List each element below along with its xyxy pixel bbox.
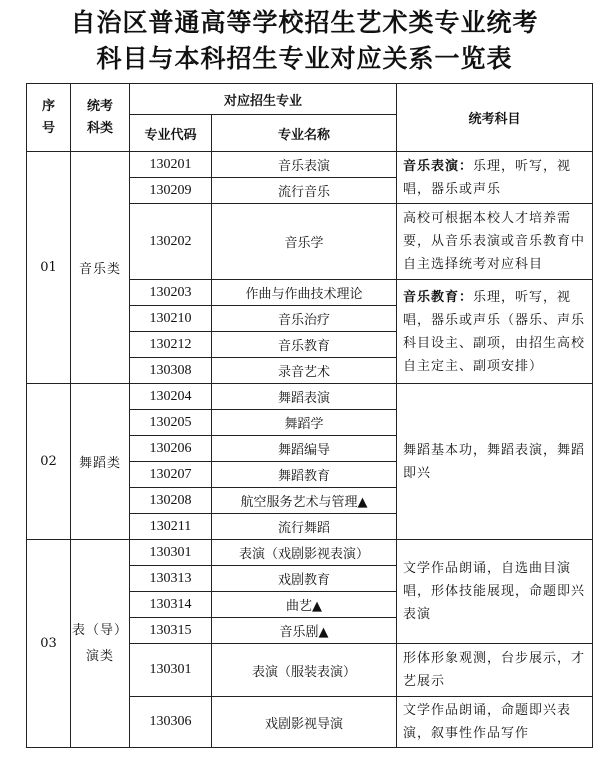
table-row — [27, 384, 593, 410]
subjects-cell: 文学作品朗诵，自选曲目演唱，形体技能展现，命题即兴表演 — [397, 540, 593, 644]
header-category: 统考 科类 — [71, 84, 130, 152]
subjects-cell: 舞蹈基本功，舞蹈表演，舞蹈即兴 — [397, 384, 593, 540]
major-code: 130204 — [130, 384, 212, 410]
major-name: 流行音乐 — [212, 178, 397, 204]
major-code: 130201 — [130, 152, 212, 178]
seq-cell: 02 — [27, 384, 71, 540]
major-name: 作曲与作曲技术理论 — [212, 280, 397, 306]
major-name: 戏剧影视导演 — [212, 697, 397, 748]
major-code: 130207 — [130, 462, 212, 488]
major-code: 130306 — [130, 697, 212, 748]
major-code: 130211 — [130, 514, 212, 540]
major-name: 音乐学 — [212, 204, 397, 280]
table-row — [27, 540, 593, 566]
major-name: 表演（戏剧影视表演） — [212, 540, 397, 566]
category-cell: 表（导） 演类 — [71, 540, 130, 748]
major-code: 130301 — [130, 644, 212, 697]
major-code: 130308 — [130, 358, 212, 384]
subjects-cell: 音乐表演：乐理，听写，视唱，器乐或声乐 — [397, 152, 593, 204]
header-code: 专业代码 — [130, 115, 212, 152]
major-name: 表演（服装表演） — [212, 644, 397, 697]
subjects-cell: 高校可根据本校人才培养需要，从音乐表演或音乐教育中自主选择统考对应科目 — [397, 204, 593, 280]
header-subjects: 统考科目 — [397, 84, 593, 152]
major-code: 130301 — [130, 540, 212, 566]
major-name: 舞蹈教育 — [212, 462, 397, 488]
major-name: 戏剧教育 — [212, 566, 397, 592]
header-row — [27, 84, 593, 115]
major-name: 舞蹈编导 — [212, 436, 397, 462]
doc-title-line2: 科目与本科招生专业对应关系一览表 — [96, 44, 513, 73]
header-name: 专业名称 — [212, 115, 397, 152]
major-name: 航空服务艺术与管理▲ — [212, 488, 397, 514]
major-name: 舞蹈学 — [212, 410, 397, 436]
major-code: 130206 — [130, 436, 212, 462]
major-code: 130314 — [130, 592, 212, 618]
major-name: 舞蹈表演 — [212, 384, 397, 410]
major-code: 130210 — [130, 306, 212, 332]
major-code: 130315 — [130, 618, 212, 644]
category-cell: 舞蹈类 — [71, 384, 130, 540]
mapping-table — [26, 83, 593, 748]
major-name: 录音艺术 — [212, 358, 397, 384]
header-group: 对应招生专业 — [130, 84, 397, 115]
major-name: 音乐表演 — [212, 152, 397, 178]
major-code: 130208 — [130, 488, 212, 514]
subjects-cell: 形体形象观测，台步展示，才艺展示 — [397, 644, 593, 697]
major-code: 130203 — [130, 280, 212, 306]
seq-cell: 03 — [27, 540, 71, 748]
major-name: 音乐教育 — [212, 332, 397, 358]
subjects-cell: 文学作品朗诵，命题即兴表演，叙事性作品写作 — [397, 697, 593, 748]
category-cell: 音乐类 — [71, 152, 130, 384]
seq-cell: 01 — [27, 152, 71, 384]
major-code: 130205 — [130, 410, 212, 436]
doc-title-line1: 自治区普通高等学校招生艺术类专业统考 — [70, 8, 539, 37]
major-name: 流行舞蹈 — [212, 514, 397, 540]
subjects-cell: 音乐教育：乐理，听写，视唱，器乐或声乐（器乐、声乐科目设主、副项，由招生高校自主定主、副项安排） — [397, 280, 593, 384]
major-name: 音乐治疗 — [212, 306, 397, 332]
major-code: 130209 — [130, 178, 212, 204]
table-row — [27, 152, 593, 178]
major-code: 130313 — [130, 566, 212, 592]
major-code: 130212 — [130, 332, 212, 358]
major-name: 曲艺▲ — [212, 592, 397, 618]
header-seq: 序 号 — [27, 84, 71, 152]
major-name: 音乐剧▲ — [212, 618, 397, 644]
major-code: 130202 — [130, 204, 212, 280]
